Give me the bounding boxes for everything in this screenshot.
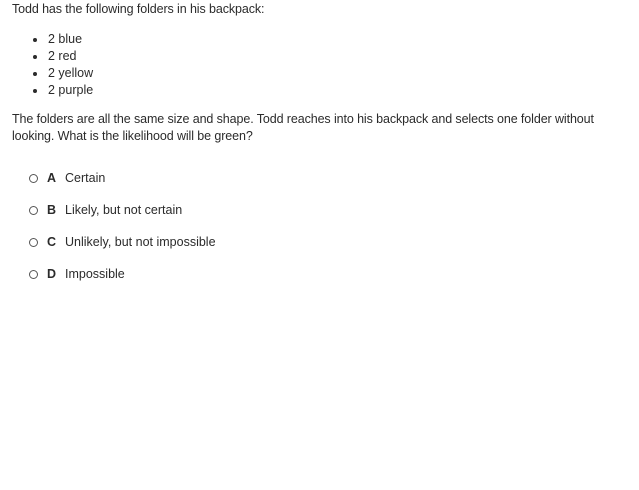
bullet-icon xyxy=(33,89,37,93)
list-item xyxy=(12,48,612,65)
question-intro: Todd has the following folders in his backpack: xyxy=(12,2,265,16)
question-body: The folders are all the same size and shape. Todd reaches into his backpack and selects one folder without looking. What is the likelihood will be green? xyxy=(12,112,594,143)
list-item xyxy=(12,31,612,48)
choice-letter: D xyxy=(47,267,57,281)
choice-text: Likely, but not certain xyxy=(65,203,183,217)
bullet-icon xyxy=(33,72,37,76)
folder-item-text: 2 blue xyxy=(48,32,83,46)
folder-item-text: 2 red xyxy=(48,49,77,63)
choice-text: Unlikely, but not impossible xyxy=(65,235,216,249)
radio-button[interactable] xyxy=(29,238,38,247)
folder-list xyxy=(12,31,612,99)
radio-button[interactable] xyxy=(29,270,38,279)
choice-letter: A xyxy=(47,171,57,185)
question-block xyxy=(12,0,612,290)
bullet-icon xyxy=(33,55,37,59)
choice-letter: B xyxy=(47,203,57,217)
radio-button[interactable] xyxy=(29,174,38,183)
list-item xyxy=(12,65,612,82)
choice-c[interactable] xyxy=(12,226,612,258)
choice-b[interactable] xyxy=(12,194,612,226)
folder-item-text: 2 yellow xyxy=(48,66,94,80)
choice-d[interactable] xyxy=(12,258,612,290)
radio-button[interactable] xyxy=(29,206,38,215)
choice-text: Impossible xyxy=(65,267,125,281)
choice-a[interactable] xyxy=(12,162,612,194)
bullet-icon xyxy=(33,38,37,42)
choice-text: Certain xyxy=(65,171,106,185)
folder-item-text: 2 purple xyxy=(48,83,94,97)
answer-choices xyxy=(12,162,612,290)
list-item xyxy=(12,82,612,99)
choice-letter: C xyxy=(47,235,57,249)
